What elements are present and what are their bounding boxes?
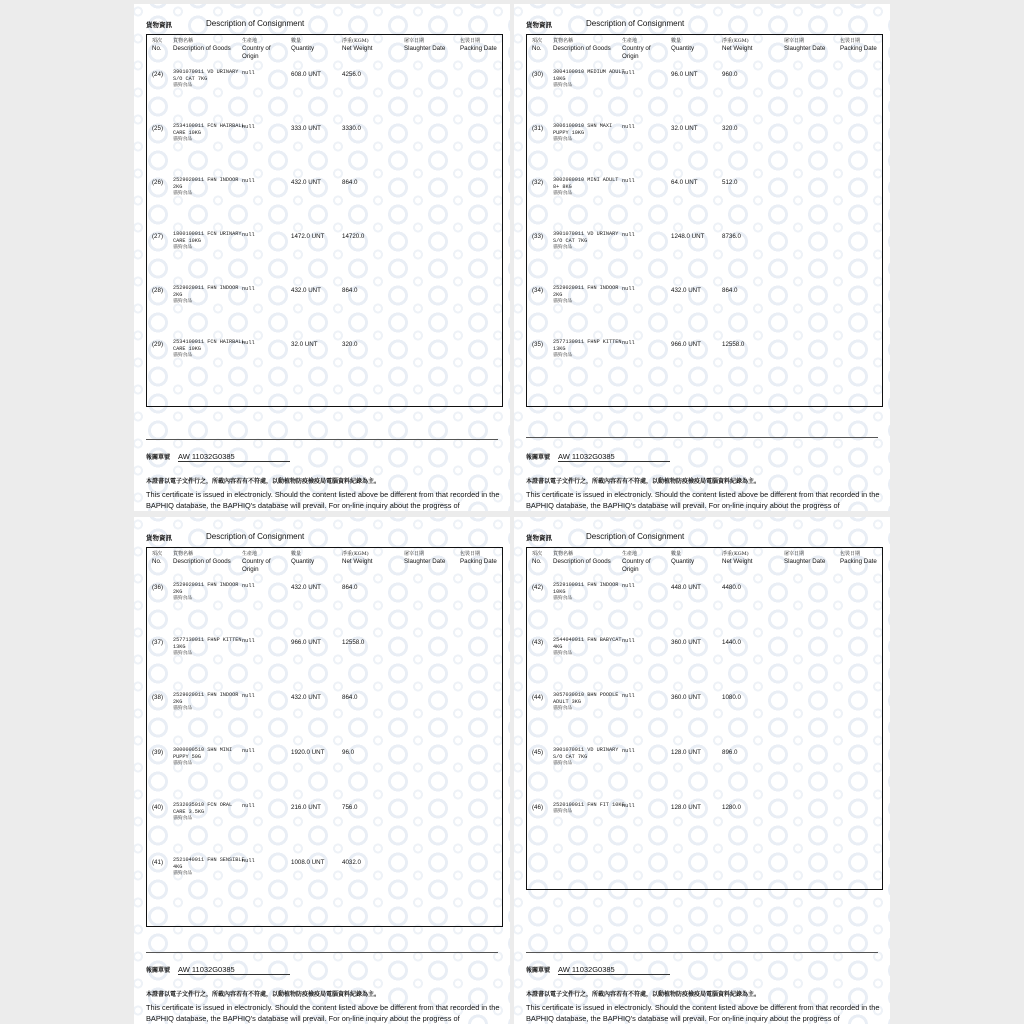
item-no: (44) <box>532 694 544 701</box>
consignment-title-zh: 貨物資訊 <box>146 21 172 29</box>
consignment-title: Description of Consignment <box>206 532 305 541</box>
notice-en: This certificate is issued in electronicly. Should the content listed above be different from that recorded in the BAPHIQ database, the BAPHIQ's database will prevail. For on-line inquiry about the progress of <box>146 490 500 510</box>
item-quantity: 432.0 UNT <box>291 287 321 294</box>
item-no: (33) <box>532 233 544 240</box>
item-origin: null <box>622 178 635 184</box>
col-qty-header: 數量 Quantity <box>291 551 315 565</box>
col-packing-header: 包裝日期 Packing Date <box>840 551 877 565</box>
table-row <box>527 177 882 231</box>
item-no: (30) <box>532 71 544 78</box>
item-net-weight: 756.0 <box>342 804 358 811</box>
item-origin: null <box>242 340 255 346</box>
certificate-page-2 <box>514 4 890 511</box>
item-quantity: 1008.0 UNT <box>291 859 325 866</box>
table-row <box>527 339 882 393</box>
declaration-number: 報關單號 AW 11032G0385 <box>526 452 670 462</box>
item-quantity: 360.0 UNT <box>671 639 701 646</box>
item-description: 3004100010 MEDIUM ADULT 10KG 貓狗食品 <box>553 69 625 88</box>
item-net-weight: 896.0 <box>722 749 738 756</box>
col-no-header: 項次 No. <box>152 551 163 565</box>
item-no: (35) <box>532 341 544 348</box>
item-origin: null <box>622 638 635 644</box>
consignment-header <box>146 532 498 544</box>
item-description: 2529020011 FHN INDOOR 2KG 貓狗食品 <box>553 285 619 304</box>
item-description: 2534100011 FCN HAIRBALL CARE 10KG 貓狗食品 <box>173 123 245 142</box>
item-net-weight: 96.0 <box>342 749 355 756</box>
table-row <box>527 637 882 691</box>
table-row <box>147 339 502 393</box>
table-row <box>527 231 882 285</box>
item-quantity: 1248.0 UNT <box>671 233 705 240</box>
item-net-weight: 864.0 <box>342 287 358 294</box>
item-origin: null <box>242 178 255 184</box>
item-description: 2577130011 FHNP KITTEN 13KG 貓狗食品 <box>553 339 622 358</box>
item-net-weight: 4032.0 <box>342 859 361 866</box>
declaration-number: 報關單號 AW 11032G0385 <box>146 452 290 462</box>
item-description: 3901070011 VD URINARY S/O CAT 7KG 貓狗食品 <box>173 69 239 88</box>
item-description: 2520100011 FHN FIT 10KG 貓狗食品 <box>553 802 625 814</box>
notice-en: This certificate is issued in electronicly. Should the content listed above be different from that recorded in the BAPHIQ database, the BAPHIQ's database will prevail. For on-line inquiry about the progress of <box>526 1003 880 1023</box>
item-description: 2577130011 FHNP KITTEN 13KG 貓狗食品 <box>173 637 242 656</box>
item-origin: null <box>622 693 635 699</box>
item-no: (28) <box>152 287 164 294</box>
table-row <box>147 285 502 339</box>
certificate-page-1 <box>134 4 510 511</box>
item-net-weight: 12558.0 <box>342 639 365 646</box>
goods-table <box>526 547 883 890</box>
consignment-title-zh: 貨物資訊 <box>526 21 552 29</box>
item-no: (24) <box>152 71 164 78</box>
table-row <box>147 123 502 177</box>
consignment-title-zh: 貨物資訊 <box>526 534 552 542</box>
item-origin: null <box>242 286 255 292</box>
consignment-header <box>526 19 878 31</box>
divider <box>146 952 498 953</box>
item-quantity: 966.0 UNT <box>671 341 701 348</box>
item-no: (26) <box>152 179 164 186</box>
item-no: (41) <box>152 859 164 866</box>
table-row <box>527 285 882 339</box>
item-description: 2544040011 FHN BABYCAT 4KG 貓狗食品 <box>553 637 622 656</box>
item-description: 3901070011 VD URINARY S/O CAT 7KG 貓狗食品 <box>553 747 619 766</box>
col-no-header: 項次 No. <box>532 38 543 52</box>
item-quantity: 432.0 UNT <box>291 179 321 186</box>
col-no-header: 項次 No. <box>152 38 163 52</box>
table-row <box>527 692 882 746</box>
item-quantity: 448.0 UNT <box>671 584 701 591</box>
divider <box>146 439 498 440</box>
item-quantity: 96.0 UNT <box>671 71 698 78</box>
item-quantity: 216.0 UNT <box>291 804 321 811</box>
item-description: 3002080010 MINI ADULT 8+ 8KG 貓狗食品 <box>553 177 619 196</box>
item-quantity: 1472.0 UNT <box>291 233 325 240</box>
item-net-weight: 1280.0 <box>722 804 741 811</box>
table-row <box>147 582 502 636</box>
table-row <box>147 802 502 856</box>
item-no: (31) <box>532 125 544 132</box>
col-qty-header: 數量 Quantity <box>671 551 695 565</box>
item-no: (45) <box>532 749 544 756</box>
item-quantity: 360.0 UNT <box>671 694 701 701</box>
item-net-weight: 512.0 <box>722 179 738 186</box>
item-origin: null <box>242 232 255 238</box>
item-origin: null <box>622 748 635 754</box>
item-description: 3057030010 BHN POODLE ADULT 3KG 貓狗食品 <box>553 692 619 711</box>
item-net-weight: 14720.0 <box>342 233 365 240</box>
col-net-header: 淨重(KGM) Net Weight <box>722 551 753 565</box>
col-no-header: 項次 No. <box>532 551 543 565</box>
table-row <box>147 747 502 801</box>
item-net-weight: 864.0 <box>722 287 738 294</box>
item-no: (37) <box>152 639 164 646</box>
consignment-title-zh: 貨物資訊 <box>146 534 172 542</box>
divider <box>526 437 878 438</box>
divider <box>526 952 878 953</box>
col-qty-header: 數量 Quantity <box>671 38 695 52</box>
item-description: 3006100010 SHN MAXI PUPPY 10KG 貓狗食品 <box>553 123 613 142</box>
item-origin: null <box>622 232 635 238</box>
item-description: 2534100011 FCN HAIRBALL CARE 10KG 貓狗食品 <box>173 339 245 358</box>
notice-en: This certificate is issued in electronicly. Should the content listed above be different from that recorded in the BAPHIQ database, the BAPHIQ's database will prevail. For on-line inquiry about the progress of <box>526 490 880 510</box>
table-row <box>527 802 882 856</box>
goods-table <box>146 547 503 927</box>
item-net-weight: 1080.0 <box>722 694 741 701</box>
table-row <box>147 69 502 123</box>
item-no: (29) <box>152 341 164 348</box>
col-origin-header: 生產地 Country of Origin <box>242 551 271 574</box>
col-packing-header: 包裝日期 Packing Date <box>840 38 877 52</box>
item-origin: null <box>242 638 255 644</box>
item-no: (25) <box>152 125 164 132</box>
item-origin: null <box>242 693 255 699</box>
item-origin: null <box>622 286 635 292</box>
goods-table <box>526 34 883 407</box>
notice-zh: 本證書以電子文件行之，所載內容若有不符處，以動植物防疫檢疫局電腦資料紀錄為主。 <box>146 991 381 998</box>
col-slaughter-header: 屠宰日期 Slaughter Date <box>404 551 446 565</box>
consignment-title: Description of Consignment <box>206 19 305 28</box>
item-origin: null <box>242 803 255 809</box>
item-no: (32) <box>532 179 544 186</box>
table-row <box>147 637 502 691</box>
item-origin: null <box>622 124 635 130</box>
item-description: 2529020011 FHN INDOOR 2KG 貓狗食品 <box>173 692 239 711</box>
item-net-weight: 4480.0 <box>722 584 741 591</box>
item-net-weight: 864.0 <box>342 584 358 591</box>
consignment-header <box>146 19 498 31</box>
col-qty-header: 數量 Quantity <box>291 38 315 52</box>
item-no: (43) <box>532 639 544 646</box>
item-origin: null <box>242 748 255 754</box>
item-description: 2529020011 FHN INDOOR 2KG 貓狗食品 <box>173 582 239 601</box>
notice-zh: 本證書以電子文件行之，所載內容若有不符處，以動植物防疫檢疫局電腦資料紀錄為主。 <box>526 991 761 998</box>
item-origin: null <box>242 583 255 589</box>
item-description: 3000000510 SHN MINI PUPPY 50G 貓狗食品 <box>173 747 233 766</box>
consignment-title: Description of Consignment <box>586 532 685 541</box>
item-no: (39) <box>152 749 164 756</box>
item-quantity: 608.0 UNT <box>291 71 321 78</box>
item-no: (40) <box>152 804 164 811</box>
item-no: (38) <box>152 694 164 701</box>
item-description: 2529020011 FHN INDOOR 2KG 貓狗食品 <box>173 177 239 196</box>
item-origin: null <box>622 70 635 76</box>
item-quantity: 432.0 UNT <box>671 287 701 294</box>
col-desc-header: 貨物名稱 Description of Goods <box>173 551 231 565</box>
item-no: (34) <box>532 287 544 294</box>
table-row <box>527 747 882 801</box>
item-description: 2529020011 FHN INDOOR 2KG 貓狗食品 <box>173 285 239 304</box>
table-row <box>147 692 502 746</box>
item-quantity: 128.0 UNT <box>671 749 701 756</box>
item-origin: null <box>622 803 635 809</box>
item-net-weight: 8736.0 <box>722 233 741 240</box>
item-description: 2521040011 FHN SENSIBLE 4KG 貓狗食品 <box>173 857 245 876</box>
item-quantity: 432.0 UNT <box>291 584 321 591</box>
col-slaughter-header: 屠宰日期 Slaughter Date <box>784 551 826 565</box>
item-net-weight: 864.0 <box>342 179 358 186</box>
item-net-weight: 864.0 <box>342 694 358 701</box>
col-desc-header: 貨物名稱 Description of Goods <box>173 38 231 52</box>
col-packing-header: 包裝日期 Packing Date <box>460 38 497 52</box>
item-no: (27) <box>152 233 164 240</box>
item-no: (42) <box>532 584 544 591</box>
certificate-page-4 <box>514 517 890 1024</box>
item-quantity: 432.0 UNT <box>291 694 321 701</box>
item-description: 1800100011 FCN URINARY CARE 10KG 貓狗食品 <box>173 231 242 250</box>
item-quantity: 32.0 UNT <box>291 341 318 348</box>
col-net-header: 淨重(KGM) Net Weight <box>342 551 373 565</box>
item-net-weight: 320.0 <box>722 125 738 132</box>
item-net-weight: 1440.0 <box>722 639 741 646</box>
item-origin: null <box>622 583 635 589</box>
consignment-title: Description of Consignment <box>586 19 685 28</box>
item-quantity: 32.0 UNT <box>671 125 698 132</box>
col-origin-header: 生產地 Country of Origin <box>622 551 651 574</box>
col-net-header: 淨重(KGM) Net Weight <box>342 38 373 52</box>
item-quantity: 1920.0 UNT <box>291 749 325 756</box>
item-net-weight: 960.0 <box>722 71 738 78</box>
notice-en: This certificate is issued in electronicly. Should the content listed above be different from that recorded in the BAPHIQ database, the BAPHIQ's database will prevail. For on-line inquiry about the progress of <box>146 1003 500 1023</box>
item-net-weight: 4256.0 <box>342 71 361 78</box>
col-slaughter-header: 屠宰日期 Slaughter Date <box>784 38 826 52</box>
col-net-header: 淨重(KGM) Net Weight <box>722 38 753 52</box>
item-description: 2529100011 FHN INDOOR 10KG 貓狗食品 <box>553 582 619 601</box>
table-row <box>147 177 502 231</box>
item-origin: null <box>242 124 255 130</box>
item-net-weight: 320.0 <box>342 341 358 348</box>
item-origin: null <box>242 70 255 76</box>
consignment-header <box>526 532 878 544</box>
item-description: 2532035010 FCN ORAL CARE 3.5KG 貓狗食品 <box>173 802 233 821</box>
declaration-number: 報關單號 AW 11032G0385 <box>526 965 670 975</box>
table-row <box>527 123 882 177</box>
item-quantity: 966.0 UNT <box>291 639 321 646</box>
table-row <box>527 582 882 636</box>
item-quantity: 128.0 UNT <box>671 804 701 811</box>
col-origin-header: 生產地 Country of Origin <box>622 38 651 61</box>
col-desc-header: 貨物名稱 Description of Goods <box>553 551 611 565</box>
item-description: 3901070011 VD URINARY S/O CAT 7KG 貓狗食品 <box>553 231 619 250</box>
col-desc-header: 貨物名稱 Description of Goods <box>553 38 611 52</box>
item-quantity: 64.0 UNT <box>671 179 698 186</box>
goods-table <box>146 34 503 407</box>
table-row <box>147 231 502 285</box>
notice-zh: 本證書以電子文件行之，所載內容若有不符處，以動植物防疫檢疫局電腦資料紀錄為主。 <box>146 478 381 485</box>
item-no: (46) <box>532 804 544 811</box>
item-quantity: 333.0 UNT <box>291 125 321 132</box>
col-origin-header: 生產地 Country of Origin <box>242 38 271 61</box>
certificate-page-3 <box>134 517 510 1024</box>
col-packing-header: 包裝日期 Packing Date <box>460 551 497 565</box>
notice-zh: 本證書以電子文件行之，所載內容若有不符處，以動植物防疫檢疫局電腦資料紀錄為主。 <box>526 478 761 485</box>
item-origin: null <box>242 858 255 864</box>
item-origin: null <box>622 340 635 346</box>
declaration-number: 報關單號 AW 11032G0385 <box>146 965 290 975</box>
table-row <box>147 857 502 911</box>
table-row <box>527 69 882 123</box>
col-slaughter-header: 屠宰日期 Slaughter Date <box>404 38 446 52</box>
item-net-weight: 3330.0 <box>342 125 361 132</box>
item-no: (36) <box>152 584 164 591</box>
item-net-weight: 12558.0 <box>722 341 745 348</box>
